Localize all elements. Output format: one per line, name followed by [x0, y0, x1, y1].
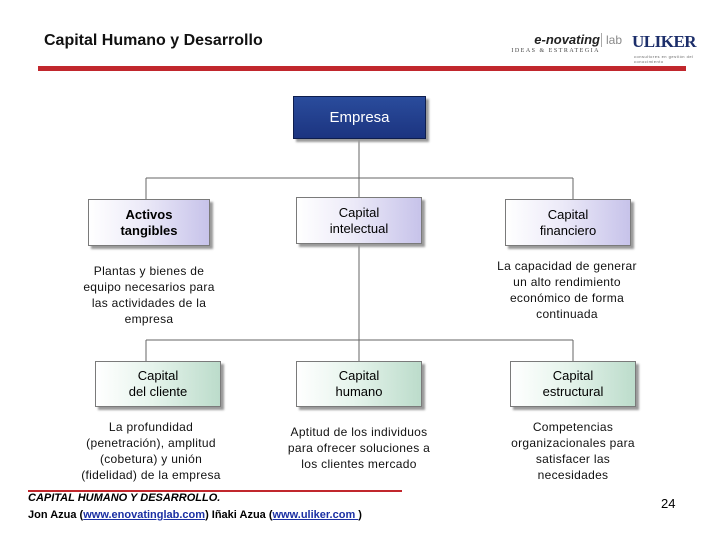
enovating-logo-lab: lab — [601, 33, 622, 47]
footer-closing: ) — [358, 509, 362, 521]
uliker-logo-name: ULIKER — [632, 32, 697, 51]
node-capital-humano: Capital humano — [296, 361, 422, 407]
footer-author1: Jon Azua ( — [28, 509, 84, 521]
footer-link-uliker[interactable]: www.uliker.com — [272, 509, 359, 521]
uliker-logo-tagline: consultores en gestión del conocimiento — [634, 54, 694, 64]
enovating-logo-name: e-novating — [534, 32, 600, 47]
desc-capital-financiero: La capacidad de generar un alto rendimiento económico de forma continuada — [497, 259, 637, 321]
node-empresa: Empresa — [293, 96, 426, 139]
footer-author2: ) Iñaki Azua ( — [205, 509, 273, 521]
node-capital-intelectual: Capital intelectual — [296, 197, 422, 244]
node-capital-financiero: Capital financiero — [505, 199, 631, 246]
footer-link-enovatinglab[interactable]: www.enovatinglab.com — [83, 509, 206, 521]
enovating-logo-tagline: IDEAS & ESTRATEGIA — [511, 48, 600, 54]
footer-authors — [28, 509, 362, 521]
node-capital-del-cliente: Capital del cliente — [95, 361, 221, 407]
footer-title: CAPITAL HUMANO Y DESARROLLO. — [28, 492, 221, 504]
page-number: 24 — [661, 496, 676, 511]
desc-capital-humano: Aptitud de los individuos para ofrecer soluciones a los clientes mercado — [287, 425, 431, 471]
desc-activos-tangibles: Plantas y bienes de equipo necesarios para las actividades de la empresa — [83, 264, 215, 326]
desc-capital-estructural: Competencias organizacionales para satisfacer las necesidades — [511, 420, 635, 482]
slide-title: Capital Humano y Desarrollo — [44, 32, 263, 49]
desc-capital-del-cliente: La profundidad (penetración), amplitud (cobetura) y unión (fidelidad) de la empresa — [81, 420, 221, 482]
node-capital-estructural: Capital estructural — [510, 361, 636, 407]
node-activos-tangibles: Activos tangibles — [88, 199, 210, 246]
